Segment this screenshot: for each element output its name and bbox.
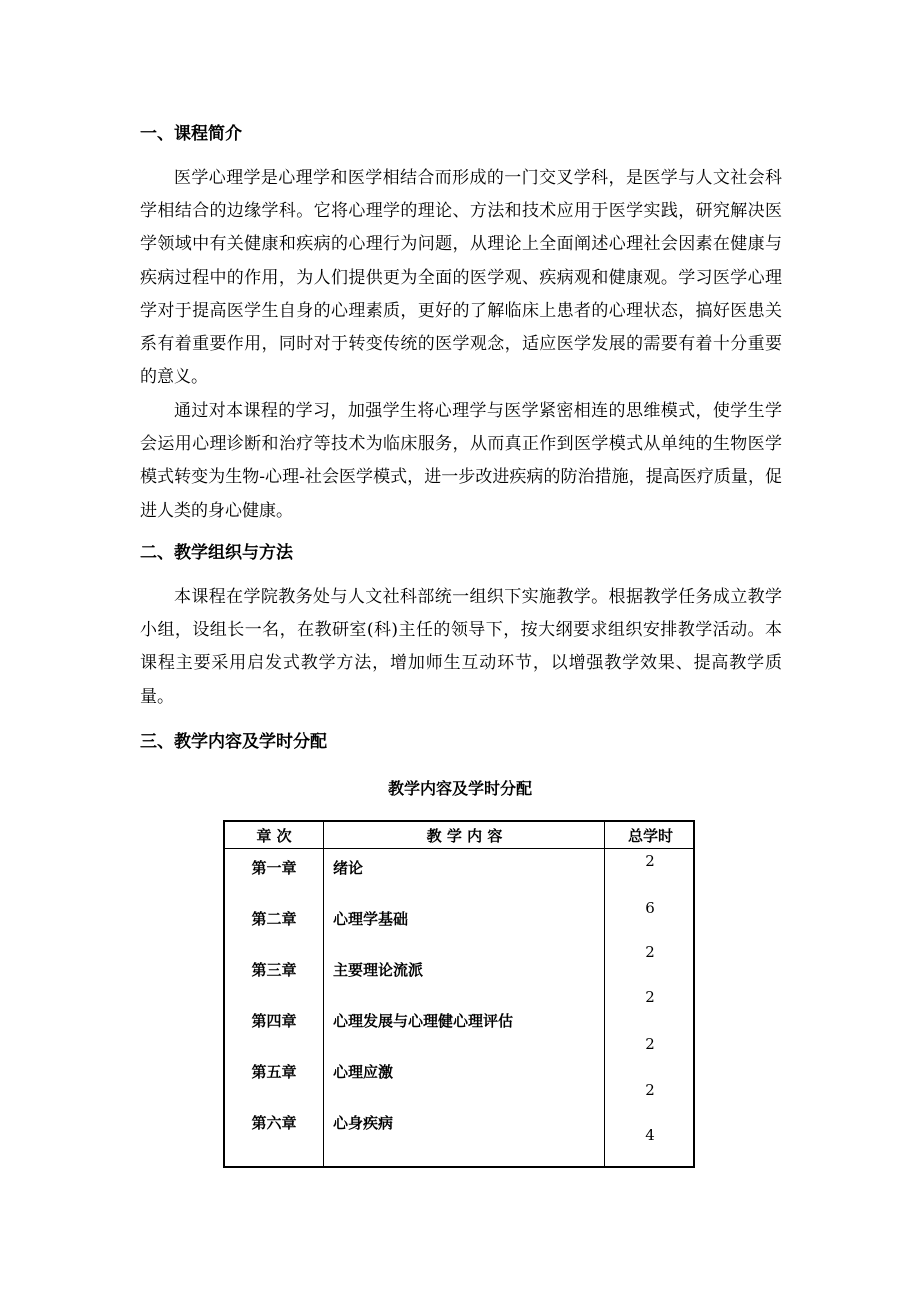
schedule-table: [223, 820, 695, 1168]
table-cell-content: 主要理论流派: [333, 961, 424, 979]
paragraph-intro-2: 通过对本课程的学习，加强学生将心理学与医学紧密相连的思维模式，使学生学会运用心理诊断和治疗等技术为临床服务，从而真正作到医学模式从单纯的生物医学模式转变为生物-心理-社会医学模式，进一步改进疾病的防治措施，提高医疗质量，促进人类的身心健康。: [140, 401, 782, 521]
table-cell-hours: 2: [645, 988, 655, 1006]
table-cell-content: 心理发展与心理健心理评估: [333, 1012, 514, 1030]
table-cell-content: 心身疾病: [333, 1114, 394, 1132]
paragraph-organization: 本课程在学院教务处与人文社科部统一组织下实施教学。根据教学任务成立教学小组，设组长一名，在教研室(科)主任的领导下，按大纲要求组织安排教学活动。本课程主要采用启发式教学方法，增加师生互动环节，以增强教学效果、提高教学质量。: [140, 587, 782, 707]
table-cell-hours: 4: [645, 1126, 655, 1144]
table-cell-hours: 6: [645, 899, 655, 917]
table-cell-chapter: 第三章: [251, 961, 297, 979]
table-cell-hours: 2: [645, 1081, 655, 1099]
table-cell-hours: 2: [645, 943, 655, 961]
table-cell-hours: 2: [645, 1035, 655, 1053]
table-caption: 教学内容及学时分配: [387, 779, 532, 798]
table-cell-content: 绪论: [333, 859, 364, 877]
table-cell-content: 心理学基础: [333, 910, 409, 928]
section-heading-organization: 二、教学组织与方法: [140, 543, 293, 563]
section-heading-intro: 一、课程简介: [140, 124, 242, 144]
table-cell-chapter: 第五章: [251, 1063, 297, 1081]
table-cell-chapter: 第二章: [251, 910, 297, 928]
table-cell-chapter: 第一章: [251, 859, 297, 877]
table-cell-content: 心理应激: [333, 1063, 394, 1081]
table-header-chapter: 章 次: [256, 827, 292, 845]
paragraph-intro-1: 医学心理学是心理学和医学相结合而形成的一门交叉学科，是医学与人文社会科学相结合的边缘学科。它将心理学的理论、方法和技术应用于医学实践，研究解决医学领域中有关健康和疾病的心理行为问题，从理论上全面阐述心理社会因素在健康与疾病过程中的作用，为人们提供更为全面的医学观、疾病观和健康观。学习医学心理学对于提高医学生自身的心理素质，更好的了解临床上患者的心理状态，搞好医患关系有着重要作用，同时对于转变传统的医学观念，适应医学发展的需要有着十分重要的意义。: [140, 168, 782, 388]
table-cell-hours: 2: [645, 852, 655, 870]
table-header-hours: 总学时: [627, 827, 673, 845]
section-heading-content: 三、教学内容及学时分配: [140, 732, 327, 752]
table-cell-chapter: 第四章: [251, 1012, 297, 1030]
table-column-divider: [323, 822, 324, 1166]
table-cell-chapter: 第六章: [251, 1114, 297, 1132]
table-header-content: 教 学 内 容: [426, 827, 503, 845]
table-header-divider: [225, 848, 693, 849]
